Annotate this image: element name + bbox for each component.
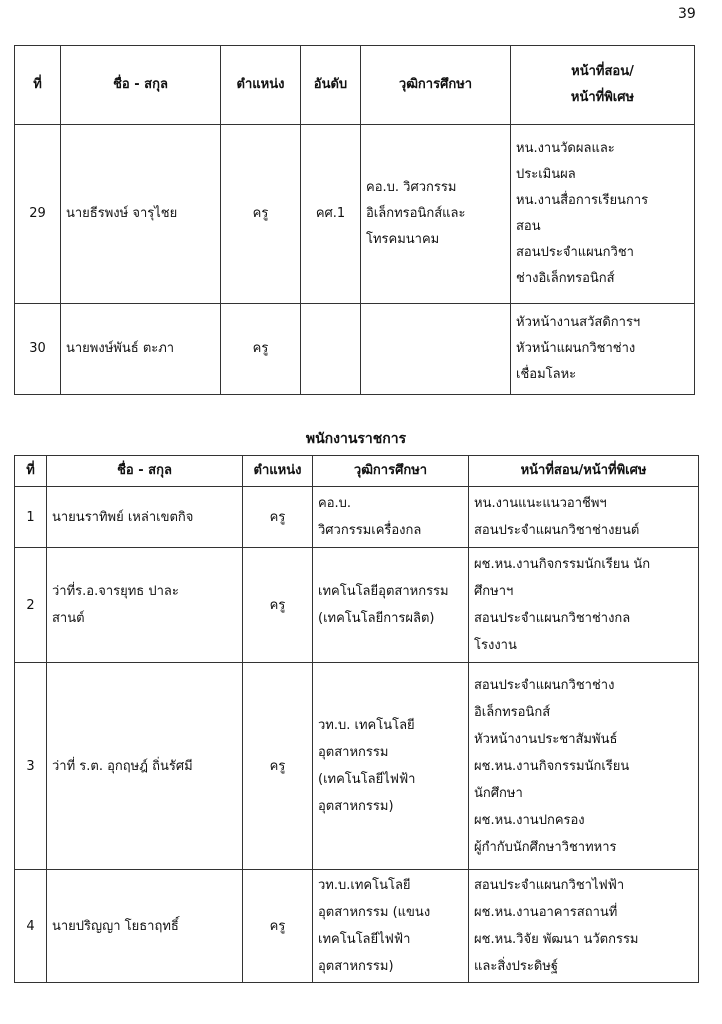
cell-line: ว่าที่ร.อ.จารยุทธ ปาละ [52, 584, 179, 599]
cell-rank [301, 304, 361, 395]
header-name: ชื่อ - สกุล [61, 46, 221, 125]
header-duty-line: หน้าที่สอน/ [571, 64, 634, 79]
cell-duty [469, 487, 699, 548]
cell-line: ผู้กำกับนักศึกษาวิชาทหาร [474, 839, 617, 855]
cell-line: นักศึกษา [474, 785, 523, 801]
cell-line: สอนประจำแผนกวิชาช่างยนต์ [474, 523, 640, 538]
cell-line: ศึกษาฯ [474, 584, 514, 599]
cell-name [47, 663, 243, 870]
cell-line: สอนประจำแผนกวิชาช่าง [474, 677, 615, 693]
header-no: ที่ [15, 46, 61, 125]
cell-line: และสิ่งประดิษฐ์ [474, 959, 559, 974]
cell-line: ผช.หน.งานกิจกรรมนักเรียน [474, 758, 630, 774]
cell-line: เทคโนโลยีไฟฟ้า [318, 932, 411, 947]
cell-duty [469, 663, 699, 870]
cell-line: หน.งานแนะแนวอาชีพฯ [474, 496, 607, 511]
cell-no: 3 [15, 663, 47, 870]
cell-line: เทคโนโลยีอุตสาหกรรม [318, 584, 449, 599]
cell-line: หัวหน้างานประชาสัมพันธ์ [474, 731, 618, 747]
cell-position: ครู [243, 663, 313, 870]
cell-line: โทรคมนาคม [366, 232, 440, 247]
cell-line: โรงงาน [474, 638, 517, 653]
table-row [15, 870, 699, 983]
cell-no: 1 [15, 487, 47, 548]
cell-line: สอนประจำแผนกวิชาไฟฟ้า [474, 878, 625, 893]
table-header-row [15, 456, 699, 487]
header-name: ชื่อ - สกุล [47, 456, 243, 487]
table-header-row [15, 46, 695, 125]
header-duty-line: หน้าที่พิเศษ [570, 90, 635, 105]
cell-position: ครู [243, 870, 313, 983]
cell-duty [469, 548, 699, 663]
cell-line: นายนราทิพย์ เหล่าเขตกิจ [52, 509, 194, 525]
cell-line: ผช.หน.วิจัย พัฒนา นวัตกรรม [474, 932, 639, 947]
table-row [15, 304, 695, 395]
cell-line: ว่าที่ ร.ต. อุกฤษฎ์ ถิ่นรัศมี [52, 758, 193, 774]
cell-duty [469, 870, 699, 983]
header-position: ตำแหน่ง [221, 46, 301, 125]
cell-line: อิเล็กทรอนิกส์และ [366, 206, 466, 221]
cell-education [313, 663, 469, 870]
cell-no: 29 [15, 125, 61, 304]
cell-line: หัวหน้างานสวัสดิการฯ [516, 315, 641, 330]
table-row [15, 487, 699, 548]
cell-line: ผช.หน.งานอาคารสถานที่ [474, 905, 618, 920]
cell-line: (เทคโนโลยีไฟฟ้า [318, 772, 416, 787]
cell-name [47, 548, 243, 663]
cell-position: ครู [243, 548, 313, 663]
cell-name [47, 487, 243, 548]
cell-duty [511, 125, 695, 304]
cell-line: ประเมินผล [516, 167, 576, 182]
cell-line: คอ.บ. [318, 496, 352, 511]
cell-education [361, 304, 511, 395]
cell-education [313, 870, 469, 983]
header-no: ที่ [15, 456, 47, 487]
page-number: 39 [678, 6, 696, 22]
cell-line: วิศวกรรมเครื่องกล [318, 523, 422, 538]
cell-position: ครู [221, 125, 301, 304]
header-duty: หน้าที่สอน/หน้าที่พิเศษ [469, 456, 699, 487]
cell-duty [511, 304, 695, 395]
cell-name [47, 870, 243, 983]
cell-line: อุตสาหกรรม (แขนง [318, 905, 431, 920]
cell-line: หน.งานสื่อการเรียนการ [516, 193, 649, 208]
cell-line: สอนประจำแผนกวิชา [516, 245, 634, 260]
cell-line: วท.บ.เทคโนโลยี [318, 878, 411, 893]
cell-line: (เทคโนโลยีการผลิต) [318, 611, 435, 626]
cell-line: หัวหน้าแผนกวิชาช่าง [516, 341, 636, 356]
table-row [15, 663, 699, 870]
cell-line: วท.บ. เทคโนโลยี [318, 718, 415, 733]
staff-table-government-employees [14, 455, 699, 983]
cell-line: สอนประจำแผนกวิชาช่างกล [474, 611, 631, 626]
cell-line: ผช.หน.งานปกครอง [474, 812, 585, 828]
cell-name: นายพงษ์พันธ์ ตะภา [61, 304, 221, 395]
cell-no: 4 [15, 870, 47, 983]
cell-name: นายธีรพงษ์ จารุไชย [61, 125, 221, 304]
cell-line: อุตสาหกรรม) [318, 799, 394, 814]
cell-rank: คศ.1 [301, 125, 361, 304]
cell-line: สานต์ [52, 611, 85, 626]
cell-line: คอ.บ. วิศวกรรม [366, 180, 457, 195]
cell-line: สอน [516, 219, 541, 234]
cell-line: เชื่อมโลหะ [516, 367, 577, 382]
table-row [15, 548, 699, 663]
header-position: ตำแหน่ง [243, 456, 313, 487]
section-title: พนักงานราชการ [305, 431, 407, 447]
cell-line: อิเล็กทรอนิกส์ [474, 704, 551, 720]
cell-no: 2 [15, 548, 47, 663]
cell-line: อุตสาหกรรม [318, 745, 389, 760]
cell-position: ครู [221, 304, 301, 395]
cell-education [313, 487, 469, 548]
cell-position: ครู [243, 487, 313, 548]
cell-line: อุตสาหกรรม) [318, 959, 394, 974]
cell-line: ผช.หน.งานกิจกรรมนักเรียน นัก [474, 557, 651, 572]
header-rank: อันดับ [301, 46, 361, 125]
cell-line: หน.งานวัดผลและ [516, 141, 615, 156]
cell-education [361, 125, 511, 304]
cell-line: นายปริญญา โยธาฤทธิ์ [52, 918, 179, 934]
header-education: วุฒิการศึกษา [361, 46, 511, 125]
cell-no: 30 [15, 304, 61, 395]
staff-table-teachers [14, 45, 695, 395]
cell-education [313, 548, 469, 663]
cell-line: ช่างอิเล็กทรอนิกส์ [516, 271, 615, 286]
header-education: วุฒิการศึกษา [313, 456, 469, 487]
table-row [15, 125, 695, 304]
header-duty [511, 46, 695, 125]
